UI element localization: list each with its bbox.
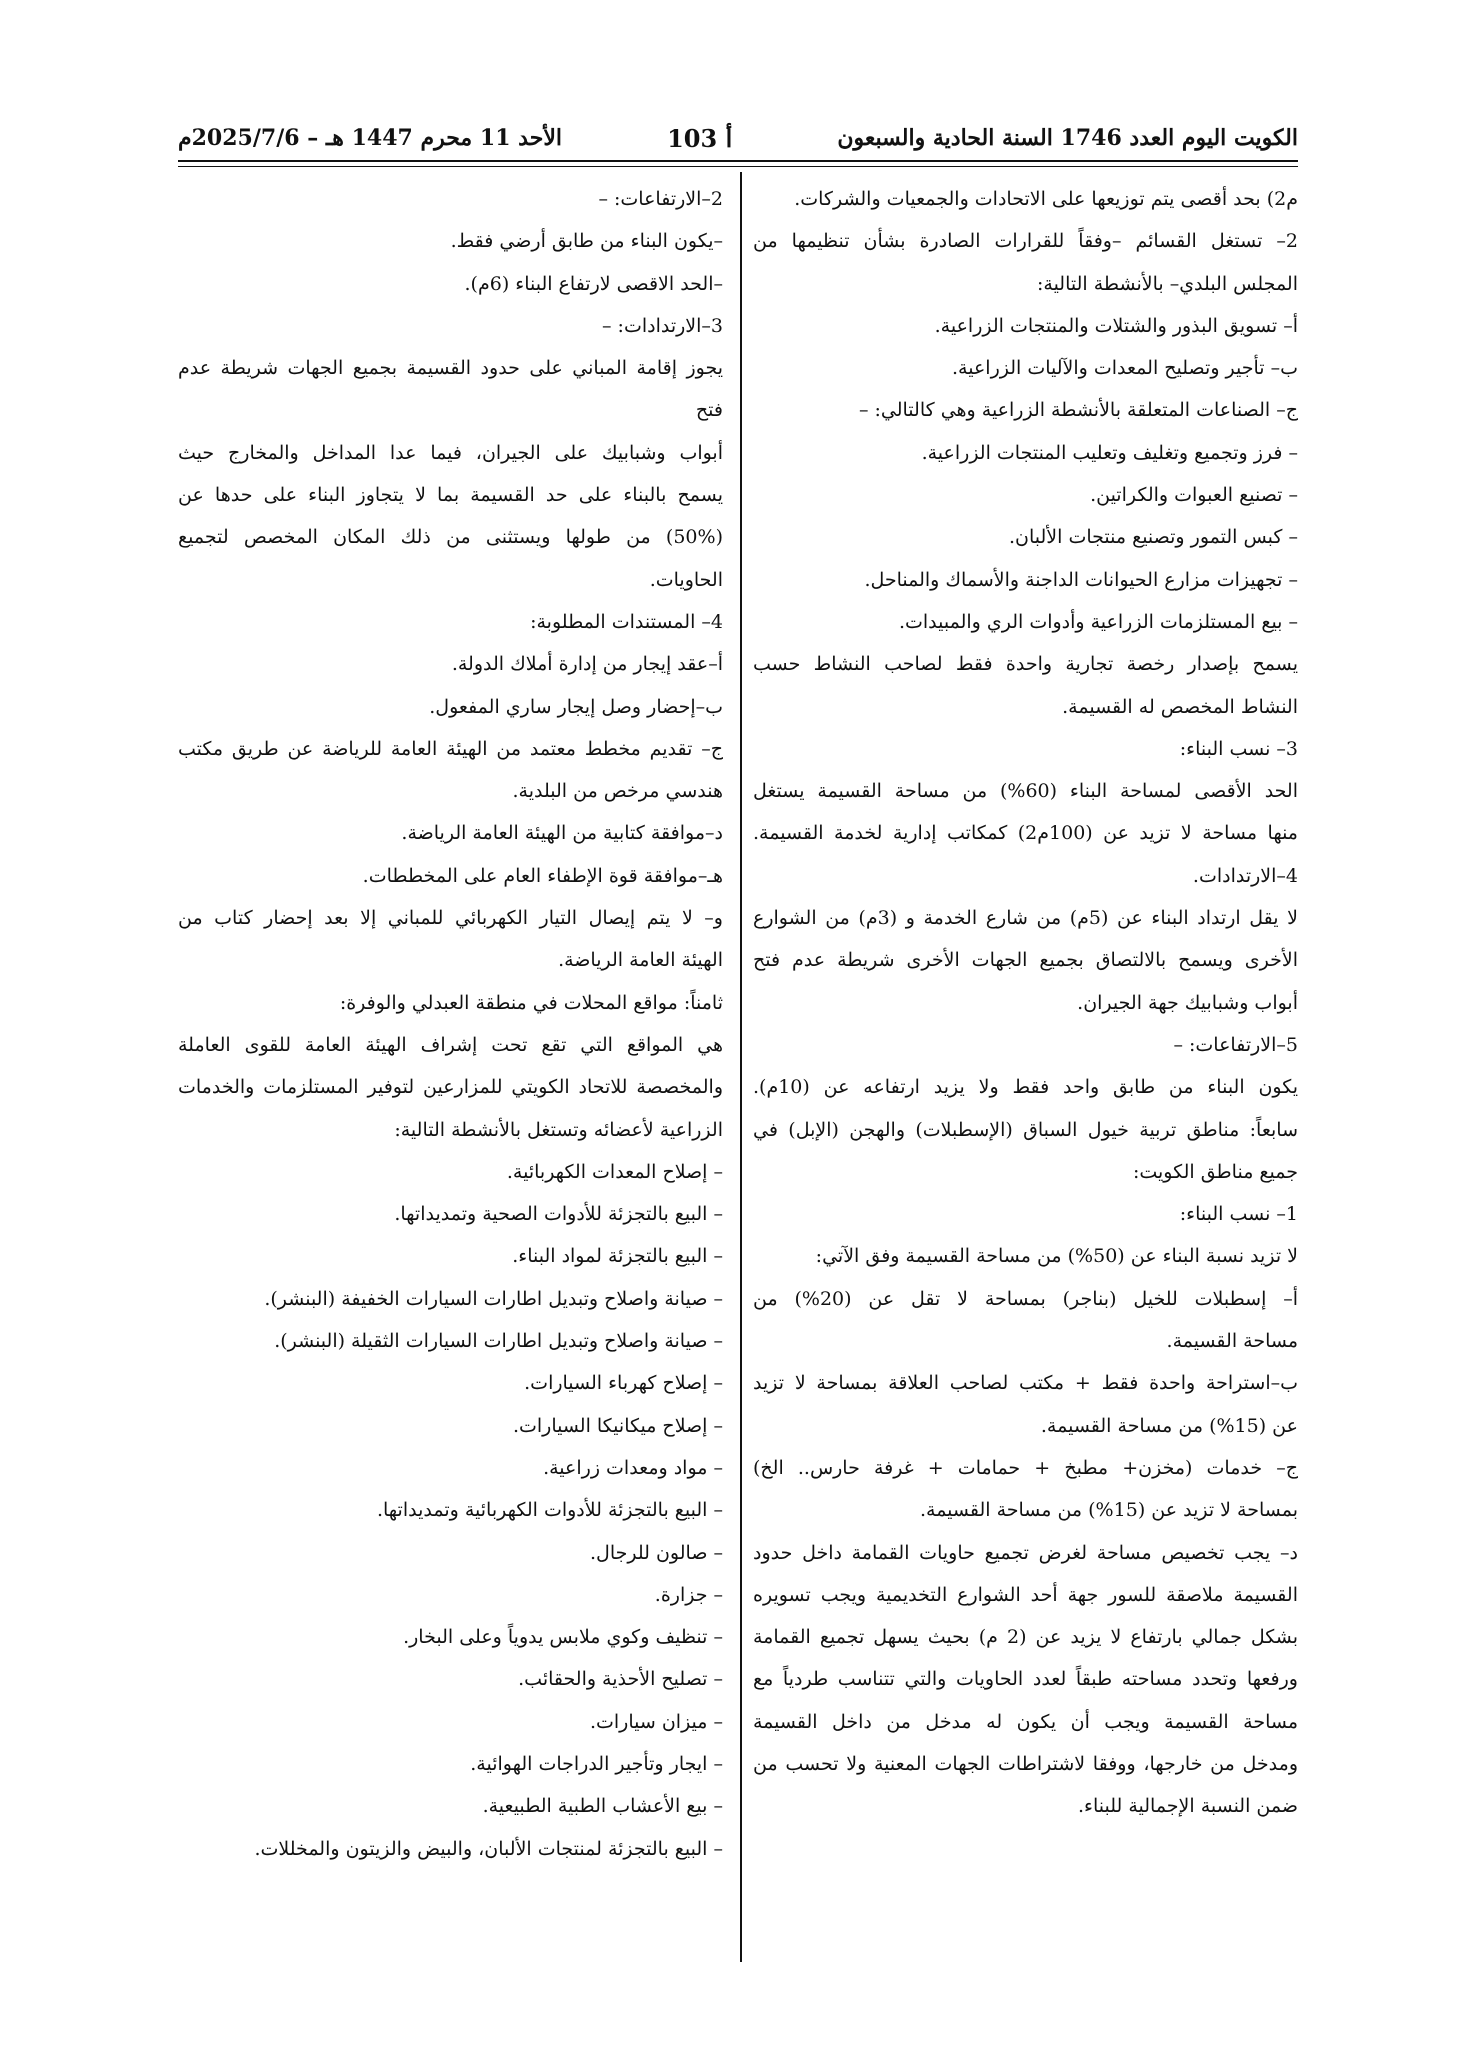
right-column-line: – تصنيع العبوات والكراتين. [1090, 484, 1298, 507]
left-column-line: –الحد الاقصى لارتفاع البناء (6م). [464, 272, 723, 295]
right-column-line: – كبس التمور وتصنيع منتجات الألبان. [1009, 526, 1298, 549]
right-column-line: جميع مناطق الكويت: [1132, 1160, 1298, 1183]
left-column-line: هندسي مرخص من البلدية. [512, 780, 723, 803]
right-column-line: يسمح بإصدار رخصة تجارية واحدة فقط لصاحب النشاط حسب [753, 653, 1298, 676]
left-column-line: الهيئة العامة الرياضة. [558, 949, 723, 972]
left-column-line: – البيع بالتجزئة لمنتجات الألبان، والبيض والزيتون والمخللات. [254, 1837, 723, 1860]
right-column-line: لا تزيد نسبة البناء عن (50%) من مساحة القسيمة وفق الآتي: [815, 1245, 1298, 1268]
right-column-line: المجلس البلدي– بالأنشطة التالية: [1036, 272, 1298, 295]
right-column-line: عن (15%) من مساحة القسيمة. [1040, 1414, 1298, 1437]
right-column-line: – فرز وتجميع وتغليف وتعليب المنتجات الزراعية. [921, 441, 1298, 464]
left-column-line: – صيانة واصلاح وتبديل اطارات السيارات الخفيفة (البنشر). [264, 1287, 723, 1310]
right-column-line: ورفعها وتحدد مساحته طبقاً لعدد الحاويات والتي تتناسب طردياً مع [753, 1668, 1298, 1691]
page-number: أ 103 [667, 123, 733, 153]
left-column-line: 3–الارتدادات: – [602, 314, 723, 337]
header-date: الأحد 11 محرم 1447 هـ – 2025/7/6م [178, 125, 562, 151]
right-column [753, 178, 1298, 1828]
right-column-line: 2– تستغل القسائم –وفقاً للقرارات الصادرة بشأن تنظيمها من [753, 230, 1298, 253]
left-column-line: أ–عقد إيجار من إدارة أملاك الدولة. [451, 653, 723, 676]
left-column-line: – مواد ومعدات زراعية. [543, 1456, 723, 1479]
left-column-line: ب–إحضار وصل إيجار ساري المفعول. [429, 695, 723, 718]
right-column-line: منها مساحة لا تزيد عن (100م2) كمكاتب إدارية لخدمة القسيمة. [753, 822, 1298, 845]
left-column-line: يسمح بالبناء على حد القسيمة بما لا يتجاوز البناء على حدها عن [178, 484, 723, 507]
left-column-line: (50%) من طولها ويستثنى من ذلك المكان المخصص لتجميع [178, 526, 723, 549]
right-column-line: بمساحة لا تزيد عن (15%) من مساحة القسيمة. [919, 1499, 1298, 1522]
left-column-line: 2–الارتفاعات: – [598, 188, 723, 210]
right-column-line: ب–استراحة واحدة فقط + مكتب لصاحب العلاقة بمساحة لا تزيد [753, 1372, 1298, 1395]
left-column-line: – إصلاح كهرباء السيارات. [524, 1372, 723, 1395]
left-column-line: ثامناً: مواقع المحلات في منطقة العبدلي والوفرة: [339, 991, 723, 1014]
right-column-line: ومدخل من خارجها، ووفقا لاشتراطات الجهات المعنية ولا تحسب من [753, 1752, 1298, 1775]
left-column-line: –يكون البناء من طابق أرضي فقط. [450, 230, 723, 253]
left-column-line: د–موافقة كتابية من الهيئة العامة الرياضة. [401, 822, 723, 845]
right-column-line: 4–الارتدادات. [1192, 864, 1298, 887]
page-header [178, 118, 1298, 158]
left-column-line: – إصلاح ميكانيكا السيارات. [512, 1414, 723, 1437]
right-column-line: أ– تسويق البذور والشتلات والمنتجات الزراعية. [934, 314, 1298, 337]
right-column-line: د– يجب تخصيص مساحة لغرض تجميع حاويات القمامة داخل حدود [753, 1541, 1298, 1564]
right-column-line: لا يقل ارتداد البناء عن (5م) من شارع الخدمة و (3م) من الشوارع [753, 907, 1298, 930]
right-column-line: أبواب وشبابيك جهة الجيران. [1077, 991, 1298, 1014]
left-column-line: هـ–موافقة قوة الإطفاء العام على المخططات. [362, 864, 723, 887]
left-column [178, 178, 723, 1870]
left-column-line: هي المواقع التي تقع تحت إشراف الهيئة العامة للقوى العاملة [178, 1033, 723, 1056]
right-column-line: 1– نسب البناء: [1179, 1203, 1298, 1226]
left-column-line: والمخصصة للاتحاد الكويتي للمزارعين لتوفير المستلزمات والخدمات [178, 1076, 723, 1099]
left-column-line: – ميزان سيارات. [589, 1710, 723, 1733]
left-column-line: – إصلاح المعدات الكهربائية. [506, 1160, 723, 1183]
left-column-line: و– لا يتم إيصال التيار الكهربائي للمباني إلا بعد إحضار كتاب من [178, 907, 723, 930]
right-column-line: الأخرى ويسمح بالالتصاق بجميع الجهات الأخرى شريطة عدم فتح [753, 949, 1298, 972]
left-column-line: الحاويات. [649, 568, 723, 591]
left-column-line: – صالون للرجال. [590, 1541, 723, 1564]
right-column-line: ج– خدمات (مخزن+ مطبخ + حمامات + غرفة حارس.. الخ) [753, 1456, 1298, 1479]
right-column-line: الحد الأقصى لمساحة البناء (60%) من مساحة القسيمة يستغل [753, 780, 1298, 803]
left-column-line: – بيع الأعشاب الطبية الطبيعية. [482, 1795, 723, 1818]
right-column-line: – تجهيزات مزارع الحيوانات الداجنة والأسماك والمناحل. [864, 568, 1298, 591]
left-column-line: أبواب وشبابيك على الجيران، فيما عدا المداخل والمخارج حيث [178, 441, 723, 464]
left-column-line: – البيع بالتجزئة للأدوات الصحية وتمديداتها. [394, 1203, 723, 1226]
left-column-line: الزراعية لأعضائه وتستغل بالأنشطة التالية: [394, 1118, 723, 1141]
left-column-line: – تصليح الأحذية والحقائب. [518, 1668, 723, 1691]
right-column-line: ب– تأجير وتصليح المعدات والآليات الزراعية. [952, 357, 1298, 380]
right-column-line: ج– الصناعات المتعلقة بالأنشطة الزراعية وهي كالتالي: – [858, 399, 1298, 422]
left-column-line: – جزارة. [654, 1583, 723, 1606]
right-column-line: م2) بحد أقصى يتم توزيعها على الاتحادات والجمعيات والشركات. [794, 188, 1298, 210]
right-column-line: 5–الارتفاعات: – [1173, 1033, 1298, 1056]
left-column-line: – ايجار وتأجير الدراجات الهوائية. [470, 1752, 723, 1775]
header-issue-info: الكويت اليوم العدد 1746 السنة الحادية والسبعون [837, 125, 1298, 151]
right-column-line: يكون البناء من طابق واحد فقط ولا يزيد ارتفاعه عن (10م). [753, 1076, 1298, 1099]
column-divider [740, 172, 742, 1962]
header-rule [178, 160, 1298, 162]
left-column-line: ج– تقديم مخطط معتمد من الهيئة العامة للرياضة عن طريق مكتب [178, 737, 723, 760]
left-column-line: يجوز إقامة المباني على حدود القسيمة بجميع الجهات شريطة عدم فتح [178, 357, 723, 422]
right-column-line: 3– نسب البناء: [1179, 737, 1298, 760]
right-column-line: سابعاً: مناطق تربية خيول السباق (الإسطبلات) والهجن (الإبل) في [753, 1118, 1298, 1141]
right-column-line: مساحة القسيمة ويجب أن يكون له مدخل من داخل القسيمة [753, 1710, 1298, 1733]
header-rule-thin [178, 166, 1298, 167]
right-column-line: – بيع المستلزمات الزراعية وأدوات الري والمبيدات. [898, 610, 1298, 633]
right-column-line: ضمن النسبة الإجمالية للبناء. [1077, 1795, 1298, 1818]
right-column-line: مساحة القسيمة. [1166, 1330, 1298, 1353]
right-column-line: بشكل جمالي بارتفاع لا يزيد عن (2 م) بحيث يسهل تجميع القمامة [753, 1626, 1298, 1649]
left-column-line: – صيانة واصلاح وتبديل اطارات السيارات الثقيلة (البنشر). [274, 1330, 723, 1353]
right-column-line: القسيمة ملاصقة للسور جهة أحد الشوارع التخديمية ويجب تسويره [753, 1583, 1298, 1606]
right-column-line: النشاط المخصص له القسيمة. [1062, 695, 1298, 718]
left-column-line: 4– المستندات المطلوبة: [530, 610, 723, 633]
left-column-line: – البيع بالتجزئة لمواد البناء. [512, 1245, 723, 1268]
right-column-line: أ– إسطبلات للخيل (بناجر) بمساحة لا تقل عن (20%) من [753, 1287, 1298, 1310]
left-column-line: – البيع بالتجزئة للأدوات الكهربائية وتمديداتها. [376, 1499, 723, 1522]
left-column-line: – تنظيف وكوي ملابس يدوياً وعلى البخار. [403, 1626, 723, 1649]
